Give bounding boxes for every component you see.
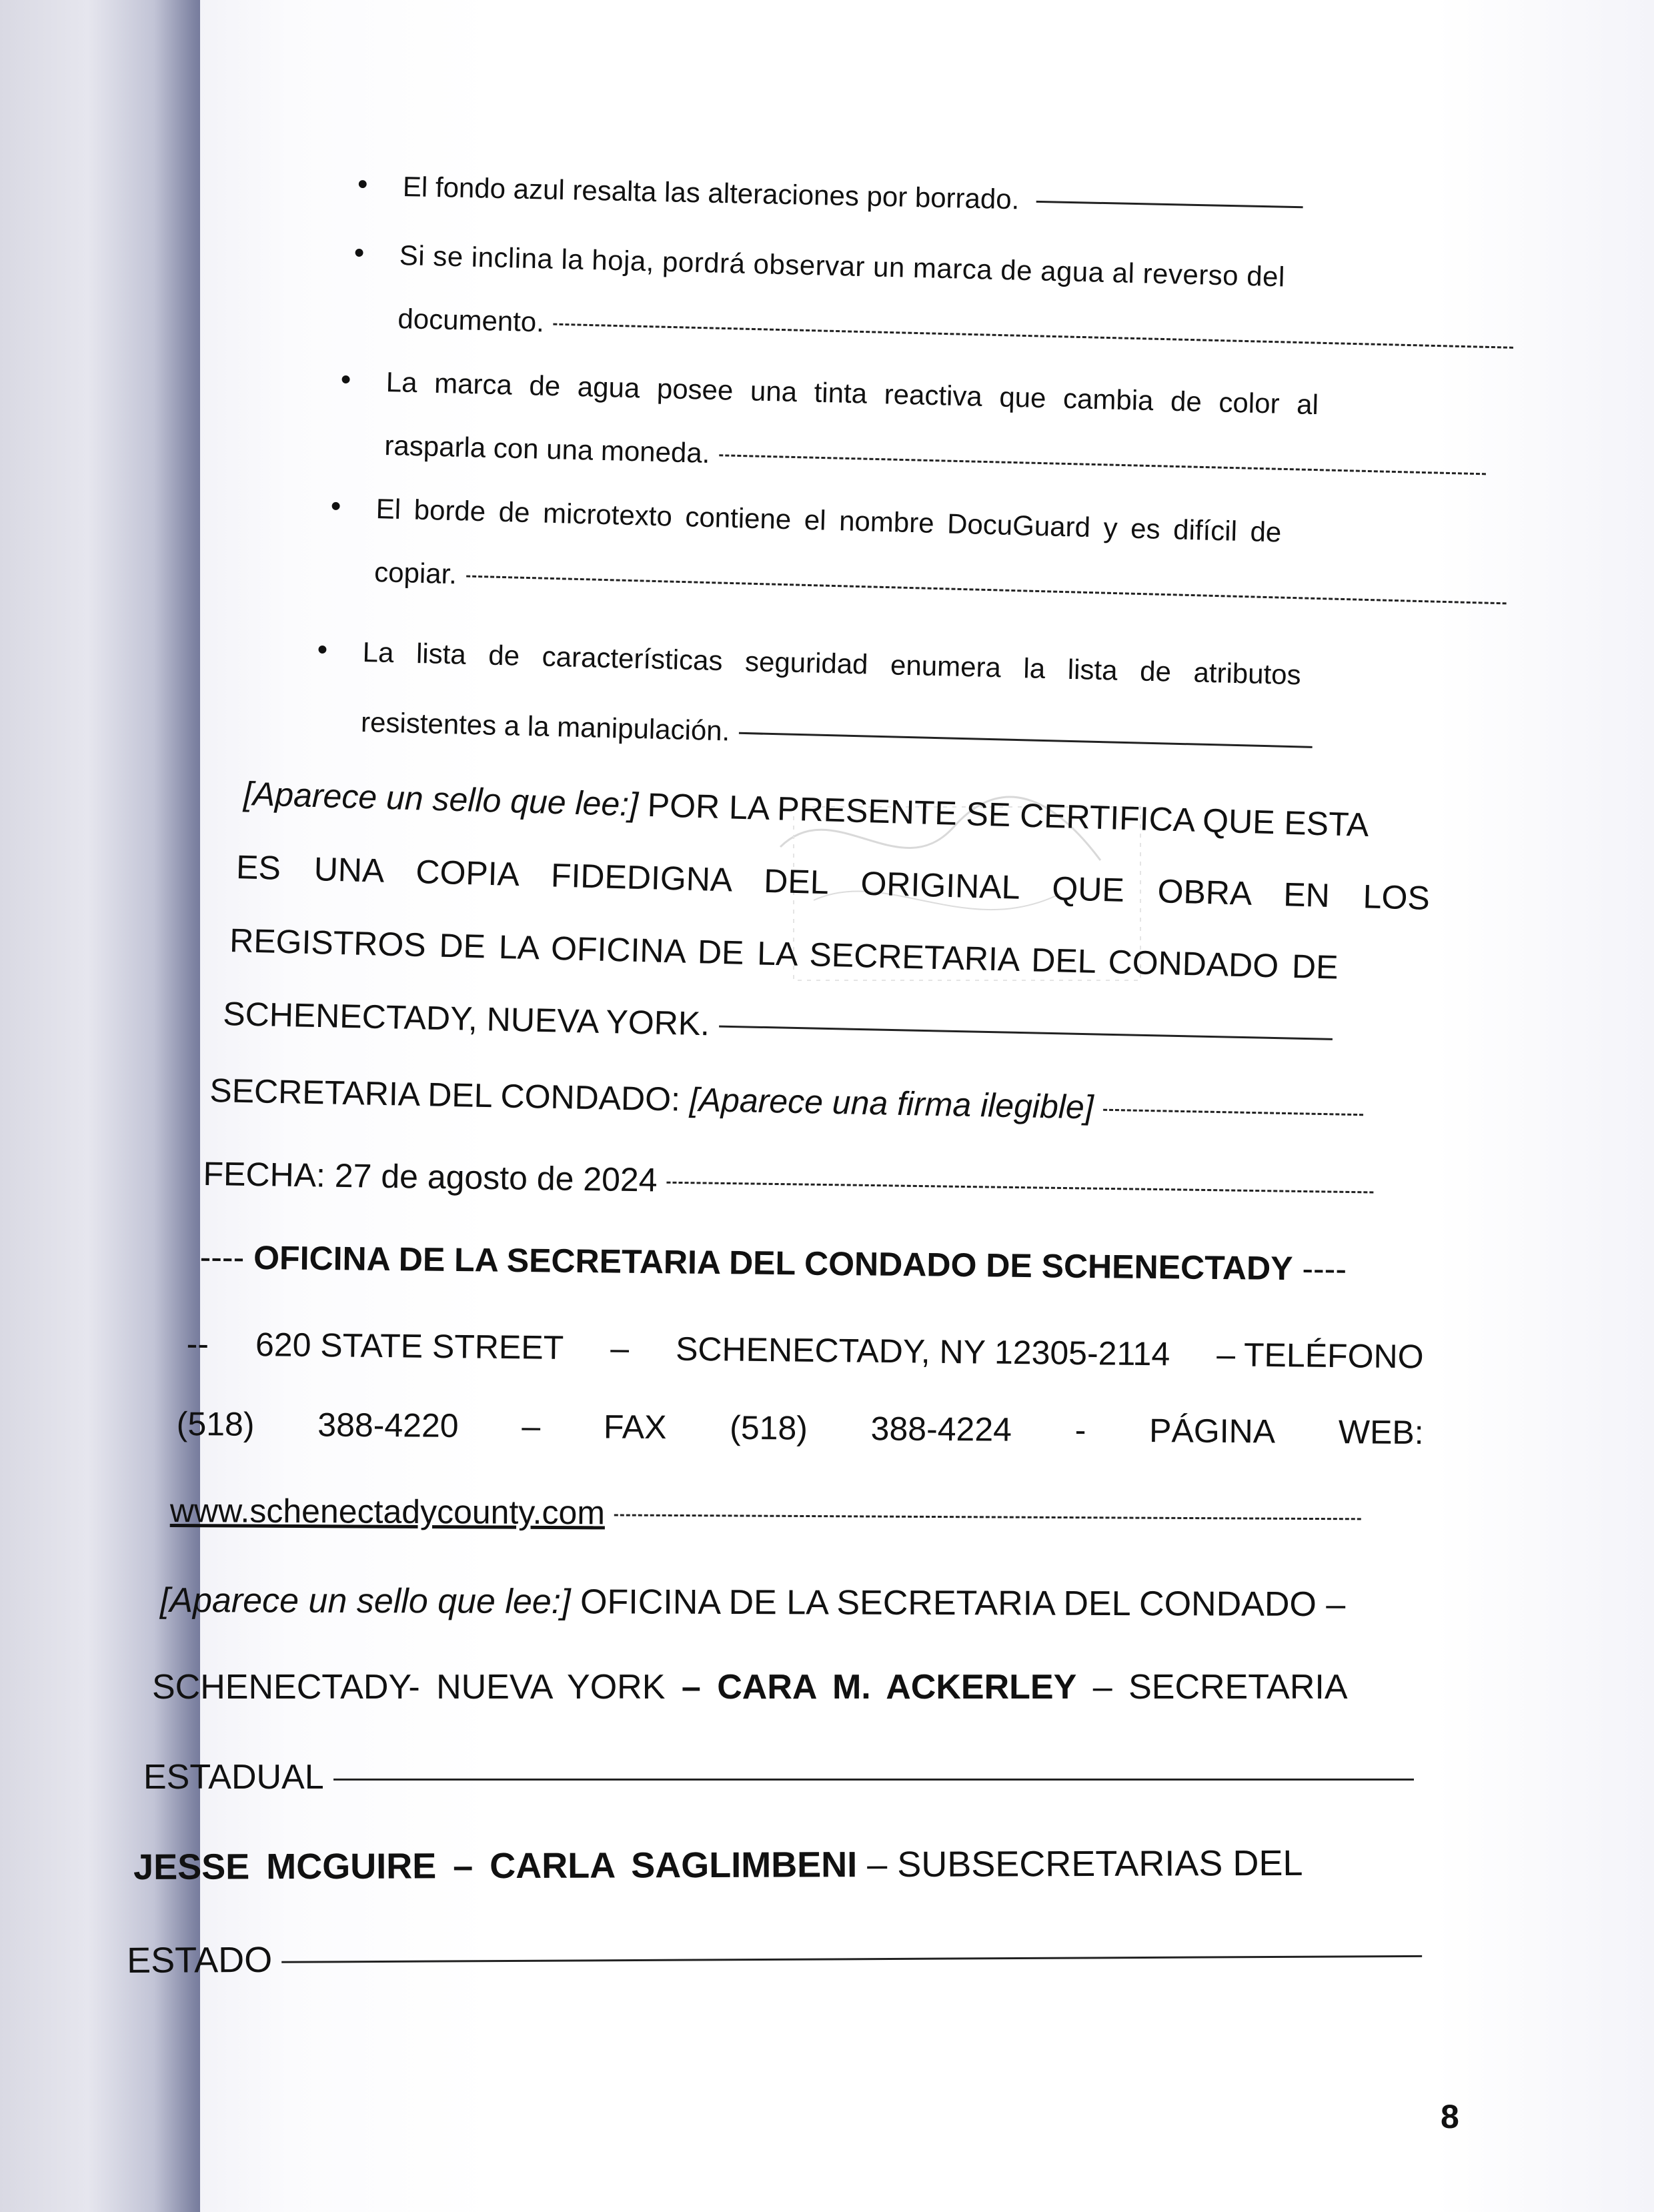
seal-line-2: SCHENECTADY- NUEVA YORK – CARA M. ACKERLEY – SECRETARIA: [152, 1668, 1348, 1707]
document-page: [127, 0, 1654, 2212]
fill-line: [466, 576, 1507, 605]
fill-line: [719, 1026, 1333, 1040]
certification-line-4: SCHENECTADY, NUEVA YORK.: [223, 994, 1397, 1058]
bullet-dot: •: [357, 167, 368, 201]
signature-note: [Aparece una firma ilegible]: [689, 1080, 1094, 1126]
bullet-dot: •: [317, 633, 328, 666]
bullet-dot: •: [340, 363, 351, 396]
bullet-text-line2: documento.: [397, 302, 545, 338]
page-number: 8: [1441, 2098, 1459, 2135]
signature-line: [209, 1070, 1397, 1133]
secretary-name: CARA M. ACKERLEY: [717, 1668, 1077, 1707]
fill-line: [554, 323, 1514, 349]
signature-label: SECRETARIA DEL CONDADO:: [209, 1071, 681, 1118]
bullet-text-line1: Si se inclina la hoja, pordrá observar un marca de agua al reverso del: [399, 239, 1286, 293]
fill-line: [614, 1514, 1361, 1520]
fill-line: [281, 1955, 1422, 1963]
fill-line: [666, 1182, 1373, 1194]
date-line: [203, 1154, 1401, 1210]
office-phone-line: (518) 388-4220 – FAX (518) 388-4224 - PÁGINA WEB:: [176, 1405, 1424, 1452]
office-name: OFICINA DE LA SECRETARIA DEL CONDADO DE SCHENECTADY: [253, 1238, 1293, 1288]
office-address-line: -- 620 STATE STREET – SCHENECTADY, NY 12305-2114 – TELÉFONO: [186, 1324, 1424, 1376]
stamp-note: [Aparece un sello que lee:]: [243, 774, 639, 824]
office-website-line: [170, 1490, 1424, 1537]
seal-line-3: ESTADUAL: [143, 1757, 1431, 1797]
bullet-text-line2: resistentes a la manipulación.: [360, 706, 730, 747]
subsecretary-names: JESSE MCGUIRE – CARLA SAGLIMBENI: [133, 1845, 858, 1887]
fill-line: [333, 1779, 1414, 1781]
bullet-text-line1: La lista de características seguridad enumera la lista de atributos: [362, 636, 1302, 691]
fill-line: [1103, 1109, 1363, 1116]
seal-line-1: [Aparece un sello que lee:] OFICINA DE LA SECRETARIA DEL CONDADO –: [159, 1581, 1346, 1624]
bullet-text-line1: La marca de agua posee una tinta reactiva que cambia de color al: [385, 365, 1319, 421]
fill-line: [719, 455, 1486, 475]
fill-line: [739, 732, 1313, 748]
bullet-text-line2: rasparla con una moneda.: [383, 429, 710, 469]
certification-line-3: REGISTROS DE LA OFICINA DE LA SECRETARIA DEL CONDADO DE: [229, 921, 1339, 986]
page-content: [127, 0, 1654, 2212]
office-header: ---- OFICINA DE LA SECRETARIA DEL CONDADO DE SCHENECTADY ----: [199, 1238, 1347, 1288]
bullet-text: El fondo azul resalta las alteraciones por borrado.: [402, 170, 1020, 215]
bullet-item-5: [317, 617, 1557, 786]
seal-line-4: JESSE MCGUIRE – CARLA SAGLIMBENI – SUBSECRETARIAS DEL: [133, 1843, 1303, 1887]
certification-line-1: [Aparece un sello que lee:] POR LA PRESENTE SE CERTIFICA QUE ESTA: [243, 774, 1370, 844]
office-address: 620 STATE STREET: [255, 1326, 564, 1366]
office-phone-label: – TELÉFONO: [1216, 1336, 1424, 1376]
date-label: FECHA: 27 de agosto de 2024: [203, 1154, 658, 1199]
bullet-text-line2: copiar.: [373, 556, 458, 590]
fill-line: [1036, 201, 1303, 208]
bullet-dot: •: [330, 489, 341, 523]
office-website-link[interactable]: www.schenectadycounty.com: [169, 1492, 606, 1532]
seal-stamp-note: [Aparece un sello que lee:]: [159, 1581, 571, 1622]
office-city: SCHENECTADY, NY 12305-2114: [675, 1330, 1170, 1373]
certification-line-2: ES UNA COPIA FIDEDIGNA DEL ORIGINAL QUE OBRA EN LOS: [235, 848, 1431, 917]
bullet-text-line1: El borde de microtexto contiene el nombre DocuGuard y es difícil de: [375, 492, 1282, 548]
seal-line-5: ESTADO: [127, 1934, 1434, 1981]
bullet-dot: •: [353, 236, 365, 269]
